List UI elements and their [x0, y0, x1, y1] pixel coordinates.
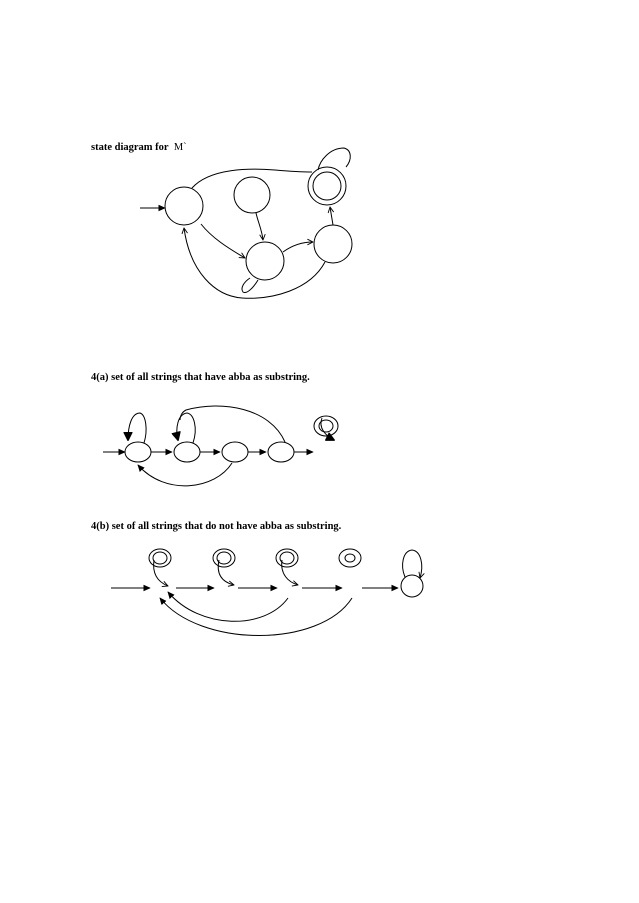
diagram-4b-transitions: [160, 588, 398, 636]
section-3-caption-text: 4(b) set of all strings that do not have abba as substring.: [91, 521, 342, 532]
diagram-4b-dead-state: [401, 550, 423, 597]
diagram-4b-accept-state-2: [213, 549, 235, 585]
diagram-4a-state-1: [125, 442, 151, 462]
diagram-4b-accept-state-3: [276, 549, 298, 585]
diagram-4a-accept-state: [314, 416, 338, 436]
diagram-4a-state-3: [222, 442, 248, 462]
diagram-1-state-q2: [246, 242, 284, 280]
diagram-4a: [103, 406, 338, 486]
diagram-1-accept-state: [308, 167, 346, 205]
diagram-1-accept-self-loop: [318, 148, 350, 170]
diagram-4b-accept-state-1: [149, 549, 171, 586]
diagram-4a-state-4: [268, 442, 294, 462]
diagram-4b: [111, 549, 423, 636]
diagram-1-state-q1: [234, 177, 270, 213]
section-2-caption-text: 4(a) set of all strings that have abba as substring.: [91, 372, 310, 383]
diagram-4a-state-2: [174, 442, 200, 462]
diagram-4b-accept-state-4: [339, 549, 361, 567]
section-1-caption-machine-name: M`: [173, 142, 187, 153]
diagram-4a-transitions: [128, 406, 334, 486]
section-1-caption-text: state diagram for: [91, 142, 169, 153]
diagram-1-state-q0: [165, 187, 203, 225]
diagram-1-state-q3: [314, 225, 352, 263]
diagram-m-prime: [140, 148, 352, 298]
